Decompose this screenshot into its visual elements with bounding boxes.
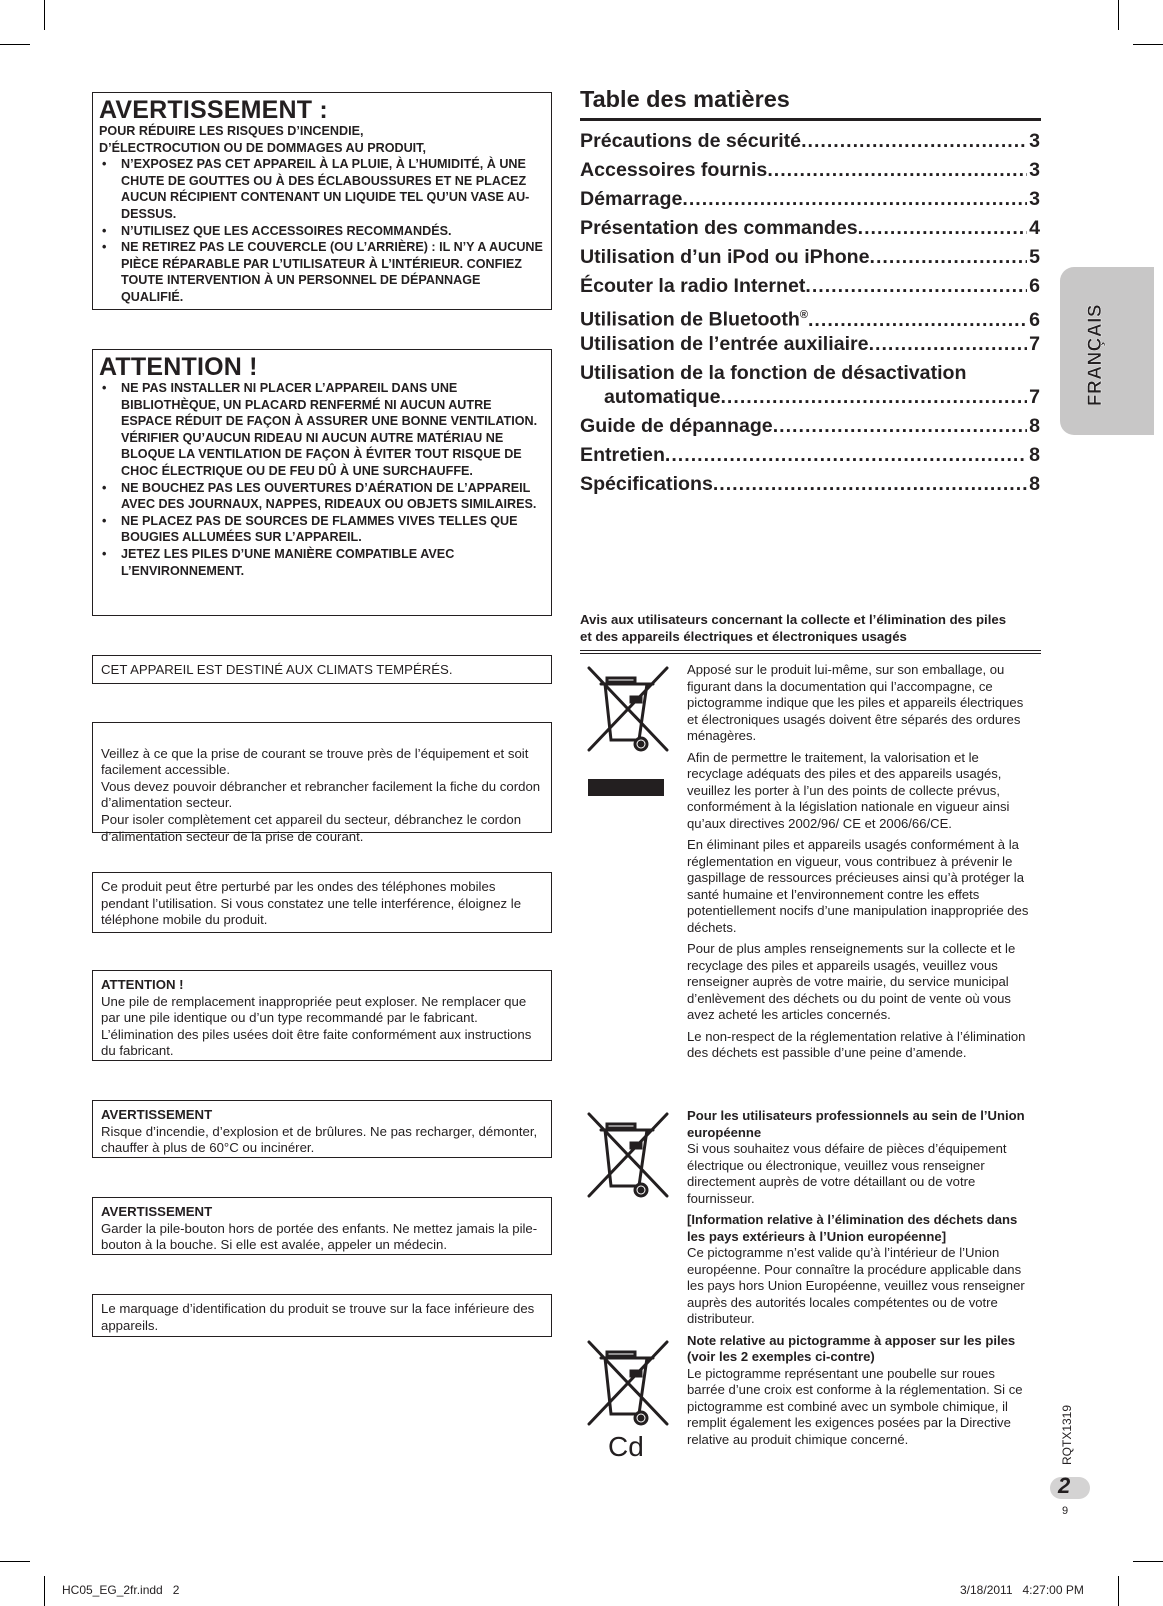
crop-mark xyxy=(1133,1561,1163,1562)
toc-entry[interactable]: Présentation des commandes ..... 4 xyxy=(580,216,1040,240)
toc-entry[interactable]: Démarrage ..... 3 xyxy=(580,187,1040,211)
warning-intro xyxy=(99,123,543,306)
crop-mark xyxy=(44,1576,45,1606)
crop-mark xyxy=(1133,44,1163,45)
weee-rule xyxy=(580,653,1041,654)
attention-bullets xyxy=(99,380,543,579)
weee-text-main xyxy=(687,662,1032,1067)
weee-non-eu: [Information relative à l’élimination des déchets dans les pays extérieurs à l’Union européenne] Ce pictogramme n’est valide qu’à l’intérieur de l’Union européenne. Pour connaître la procédure applicable dans les pays hors Union Européenne, veuillez vous renseigner auprès des autorités locales compétentes ou de votre distributeur. xyxy=(687,1212,1025,1326)
attention-box xyxy=(92,349,552,616)
warning-title: AVERTISSEMENT : xyxy=(99,96,328,124)
toc-entry[interactable]: Utilisation de l’entrée auxiliaire ..... 7 xyxy=(580,332,1040,356)
weee-paragraph: Apposé sur le produit lui-même, sur son emballage, ou figurant dans la documentation qui l’accompagne, ce pictogramme indique que les piles et appareils électriques et électroniques usagés doivent être séparés des ordures ménagères. xyxy=(687,662,1024,743)
weee-text-pro xyxy=(687,1108,1032,1453)
battery-attention-title: ATTENTION ! xyxy=(101,977,184,992)
toc-entry[interactable]: Écouter la radio Internet ..... 6 xyxy=(580,274,1040,298)
toc-title: Table des matières xyxy=(580,86,790,112)
chemical-symbol: Cd xyxy=(608,1431,644,1462)
toc-entry[interactable]: Guide de dépannage ..... 8 xyxy=(580,414,1040,438)
weee-paragraph: Pour de plus amples renseignements sur la collecte et le recyclage des piles et appareils usagés, veuillez vous renseigner auprès de votre mairie, du service municipal d’enlèvement des déchets ou du point de vente où vous avez acheté les articles concernés. xyxy=(687,941,1016,1022)
language-tab-label: FRANÇAIS xyxy=(1085,303,1106,407)
marking-note-text: Le marquage d’identification du produit se trouve sur la face inférieure des appareils. xyxy=(101,1301,535,1333)
button-cell-warning-text: Garder la pile-bouton hors de portée des enfants. Ne mettez jamais la pile-bouton à la bouche. Si elle est avalée, appeler un médecin. xyxy=(101,1220,538,1253)
page-number: 2 xyxy=(1058,1473,1071,1498)
attention-bullet: • JETEZ LES PILES D’UNE MANIÈRE COMPATIBLE AVEC L’ENVIRONNEMENT. xyxy=(99,546,543,579)
toc-entry[interactable]: Précautions de sécurité ..... 3 xyxy=(580,129,1040,153)
fire-warning-title: AVERTISSEMENT xyxy=(101,1107,213,1122)
weee-pro: Pour les utilisateurs professionnels au sein de l’Union européenne Si vous souhaitez vous défaire de pièces d’équipement électrique ou électronique, veuillez vous renseigner directement auprès de votre détaillant ou de votre fournisseur. xyxy=(687,1108,1025,1206)
warning-box xyxy=(92,92,552,310)
attention-bullet: • NE PAS INSTALLER NI PLACER L’APPAREIL DANS UNE BIBLIOTHÈQUE, UN PLACARD RENFERMÉ NI AUCUN AUTRE ESPACE RÉDUIT DE FAÇON À ASSURER UNE BONNE VENTILATION. VÉRIFIER QU’AUCUN RIDEAU NI AUCUN AUTRE MATÉRIAU NE BLOQUE LA VENTILATION DE FAÇON À ÉVITER TOUT RISQUE DE CHOC ÉLECTRIQUE OU DE FEU DÛ À UNE SURCHAUFFE. xyxy=(99,380,543,480)
toc-rule xyxy=(580,118,1041,121)
crop-mark xyxy=(44,0,45,30)
black-bar-symbol xyxy=(588,779,664,796)
phone-note xyxy=(92,872,552,933)
toc-entry[interactable]: Entretien ..... 8 xyxy=(580,443,1040,467)
toc-entry[interactable]: Utilisation de Bluetooth® ..... 6 xyxy=(580,303,1040,332)
fire-warning-text: Risque d’incendie, d’explosion et de brûlures. Ne pas recharger, démonter, chauffer à plus de 60°C ou incinérer. xyxy=(101,1123,538,1156)
button-cell-warning-title: AVERTISSEMENT xyxy=(101,1204,213,1219)
toc-entry[interactable]: Utilisation de la fonction de désactivation xyxy=(580,362,967,384)
battery-attention-box xyxy=(92,970,552,1061)
fire-warning-box xyxy=(92,1100,552,1158)
climate-note xyxy=(92,655,552,684)
page-sub-number: 9 xyxy=(1062,1505,1069,1517)
crossed-bin-icon xyxy=(583,664,673,756)
weee-paragraph: Le non-respect de la réglementation relative à l’élimination des déchets est passible d’une peine d’amende. xyxy=(687,1028,1026,1060)
crossed-bin-icon xyxy=(583,1338,673,1430)
footer-date: 3/18/2011 4:27:00 PM xyxy=(960,1583,1084,1597)
warning-bullet: • N’EXPOSEZ PAS CET APPAREIL À LA PLUIE, À L’HUMIDITÉ, À UNE CHUTE DE GOUTTES OU À DES ÉCLABOUSSURES ET NE PLACEZ AUCUN RÉCIPIENT CONTENANT UN LIQUIDE TEL QU’UN VASE AU-DESSUS. xyxy=(99,156,543,222)
weee-paragraph: Afin de permettre le traitement, la valorisation et le recyclage adéquats des piles et des appareils usagés, veuillez les porter à l’un des points de collecte prévus, conformément à la législation nationale en vigueur ainsi qu’aux directives 2002/96/ CE et 2006/66/CE. xyxy=(687,749,1010,831)
marking-note xyxy=(92,1294,552,1337)
phone-note-text: Ce produit peut être perturbé par les ondes des téléphones mobiles pendant l’utilisation. Si vous constatez une telle interférence, éloignez le téléphone mobile du produit. xyxy=(101,879,522,928)
weee-rule xyxy=(580,650,1041,651)
attention-body xyxy=(99,380,543,579)
crop-mark xyxy=(0,44,30,45)
weee-heading: Avis aux utilisateurs concernant la collecte et l’élimination des piles et des appareils électriques et électroniques usagés xyxy=(580,612,1007,644)
outlet-note-text: Veillez à ce que la prise de courant se trouve près de l’équipement et soit facilement accessible. Vous devez pouvoir débrancher et rebrancher facilement la fiche du cordon d’alimentation secteur. Pour isoler complètement cet appareil du secteur, débranchez le cordon d’alimentation secteur de la prise de courant. xyxy=(101,745,541,844)
battery-attention-text: Une pile de remplacement inappropriée peut exploser. Ne remplacer que par une pile identique ou d’un type recommandé par le fabricant. L’élimination des piles usées doit être faite conformément aux instructions du fabricant. xyxy=(101,993,532,1059)
crop-mark xyxy=(1118,1576,1119,1606)
climate-note-text: CET APPAREIL EST DESTINÉ AUX CLIMATS TEMPÉRÉS. xyxy=(101,662,453,677)
attention-title: ATTENTION ! xyxy=(99,353,258,381)
toc-entry[interactable]: Spécifications ..... 8 xyxy=(580,472,1040,496)
warning-bullet: • NE RETIREZ PAS LE COUVERCLE (OU L’ARRIÈRE) : IL N’Y A AUCUNE PIÈCE RÉPARABLE PAR L’UTILISATEUR À L’INTÉRIEUR. CONFIEZ TOUTE INTERVENTION À UN PERSONNEL DE DÉPANNAGE QUALIFIÉ. xyxy=(99,239,543,305)
doc-code: RQTX1319 xyxy=(1060,1404,1074,1466)
crop-mark xyxy=(1118,0,1119,30)
attention-bullet: • NE PLACEZ PAS DE SOURCES DE FLAMMES VIVES TELLES QUE BOUGIES ALLUMÉES SUR L’APPAREIL. xyxy=(99,513,543,546)
warning-bullet: • N’UTILISEZ QUE LES ACCESSOIRES RECOMMANDÉS. xyxy=(99,223,543,240)
warning-bullets xyxy=(99,156,543,305)
button-cell-warning-box xyxy=(92,1197,552,1255)
toc-entry[interactable]: Accessoires fournis ..... 3 xyxy=(580,158,1040,182)
warning-line: D’ÉLECTROCUTION OU DE DOMMAGES AU PRODUIT, xyxy=(99,140,426,155)
warning-line: POUR RÉDUIRE LES RISQUES D’INCENDIE, xyxy=(99,124,364,138)
crossed-bin-icon xyxy=(583,1110,673,1202)
toc-entry-continuation[interactable]: automatique ..... 7 xyxy=(580,385,1040,409)
crop-mark xyxy=(0,1561,30,1562)
weee-battery-note: Note relative au pictogramme à apposer sur les piles (voir les 2 exemples ci-contre) Le pictogramme représentant une poubelle sur roues barrée d’une croix est conforme à la réglementation. Si ce pictogramme est combiné avec un symbole chimique, il remplit également les exigences posées par la Directive relative au produit chimique concerné. xyxy=(687,1332,1023,1447)
footer-file: HC05_EG_2fr.indd 2 xyxy=(62,1583,180,1597)
toc-entry[interactable]: Utilisation d’un iPod ou iPhone ..... 5 xyxy=(580,245,1040,269)
outlet-note xyxy=(92,722,552,844)
attention-bullet: • NE BOUCHEZ PAS LES OUVERTURES D’AÉRATION DE L’APPAREIL AVEC DES JOURNAUX, NAPPES, RIDEAUX OU OBJETS SIMILAIRES. xyxy=(99,480,543,513)
weee-paragraph: En éliminant piles et appareils usagés conformément à la réglementation en vigueur, vous contribuez à prévenir le gaspillage de ressources précieuses ainsi qu’à protéger la santé humaine et l’environnement contre les effets potentiellement nocifs d’une manipulation inappropriée des déchets. xyxy=(687,837,1029,935)
